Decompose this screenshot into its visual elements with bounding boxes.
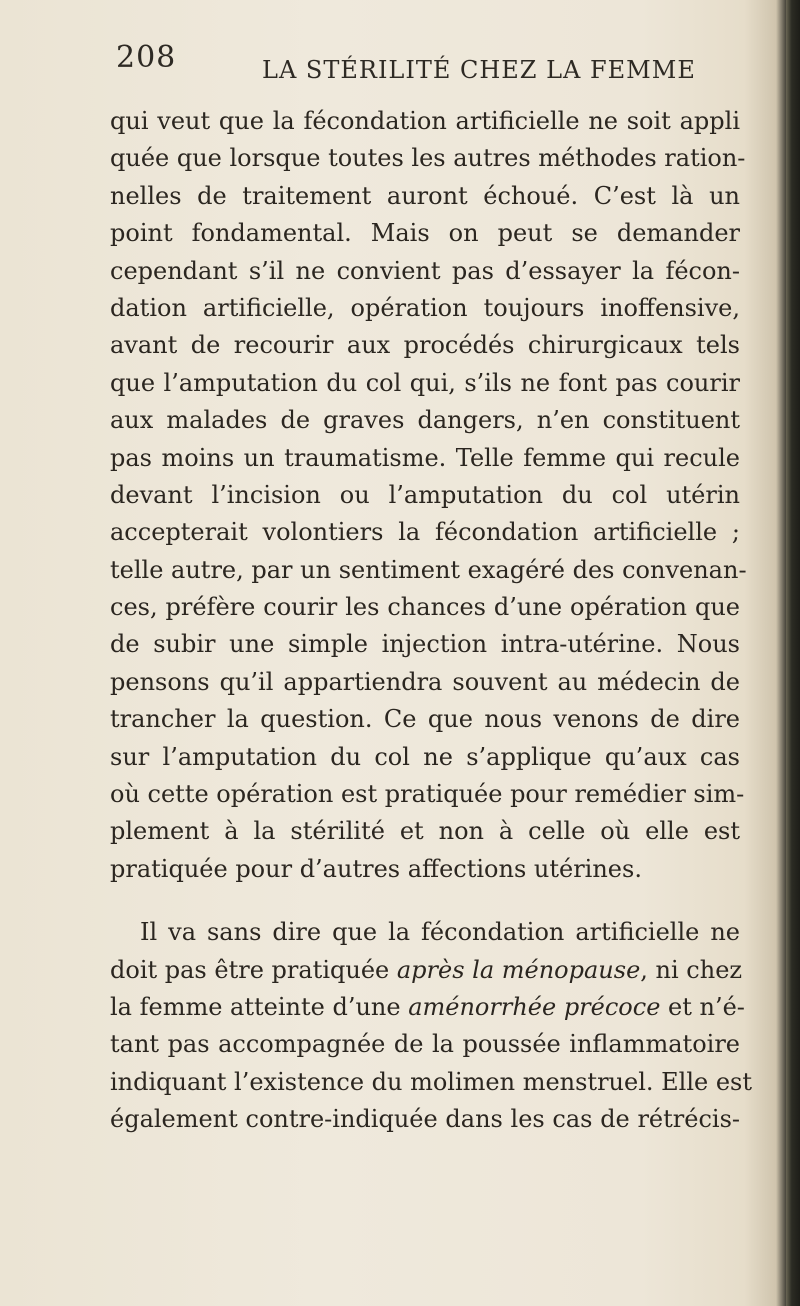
text-line: de subir une simple injection intra-utérine. Nous: [110, 630, 740, 659]
text-line: point fondamental. Mais on peut se demander: [110, 219, 740, 248]
text-line: [110, 989, 745, 1026]
text-line: avant de recourir aux procédés chirurgicaux tels: [110, 331, 740, 360]
text-line: sur l’amputation du col ne s’applique qu’aux cas: [110, 742, 740, 771]
text-run: la femme atteinte d’une: [110, 992, 409, 1021]
text-line: ces, préfère courir les chances d’une opération que: [110, 593, 740, 622]
text-line: également contre-indiquée dans les cas de rétrécis-: [110, 1105, 740, 1134]
italic-phrase: après la ménopause: [396, 955, 641, 984]
text-line: que l’amputation du col qui, s’ils ne font pas courir: [110, 368, 740, 397]
text-line: quée que lorsque toutes les autres méthodes ration-: [110, 144, 746, 173]
text-line: cependant s’il ne convient pas d’essayer la fécon-: [110, 256, 740, 285]
text-run: doit pas être pratiquée: [110, 955, 397, 984]
text-line: dation artificielle, opération toujours inoffensive,: [110, 293, 740, 322]
paragraph-gap: [110, 888, 740, 914]
text-line: [110, 952, 743, 989]
page-number: 208: [116, 40, 177, 75]
text-line: trancher la question. Ce que nous venons de dire: [110, 705, 740, 734]
text-line: pas moins un traumatisme. Telle femme qui recule: [110, 443, 740, 472]
text-line: indiquant l’existence du molimen menstruel. Elle est: [110, 1067, 753, 1096]
body-text: [110, 103, 753, 1139]
text-line: aux malades de graves dangers, n’en constituent: [110, 406, 740, 435]
paragraph-2: [110, 914, 753, 1138]
text-run: et n’é-: [660, 992, 745, 1021]
text-line: Il va sans dire que la fécondation artificielle ne: [140, 918, 740, 947]
text-line: tant pas accompagnée de la poussée inflammatoire: [110, 1030, 740, 1059]
text-line: plement à la stérilité et non à celle où elle est: [110, 817, 740, 846]
text-line: pensons qu’il appartiendra souvent au médecin de: [110, 667, 740, 696]
running-title: LA STÉRILITÉ CHEZ LA FEMME: [262, 56, 696, 84]
italic-phrase: aménorrhée précoce: [408, 992, 661, 1021]
text-line: telle autre, par un sentiment exagéré des convenan-: [110, 555, 747, 584]
text-line: où cette opération est pratiquée pour remédier sim-: [110, 780, 745, 809]
text-run: , ni chez: [640, 955, 743, 984]
text-line: qui veut que la fécondation artificielle ne soit appli: [110, 107, 740, 135]
text-line: devant l’incision ou l’amputation du col utérin: [110, 480, 740, 509]
text-line: accepterait volontiers la fécondation artificielle ;: [110, 518, 740, 547]
book-spine-shadow: [786, 0, 800, 1306]
text-line: nelles de traitement auront échoué. C’est là un: [110, 181, 740, 210]
paragraph-1: [110, 103, 747, 888]
text-line-last: pratiquée pour d’autres affections utérines.: [110, 854, 642, 883]
